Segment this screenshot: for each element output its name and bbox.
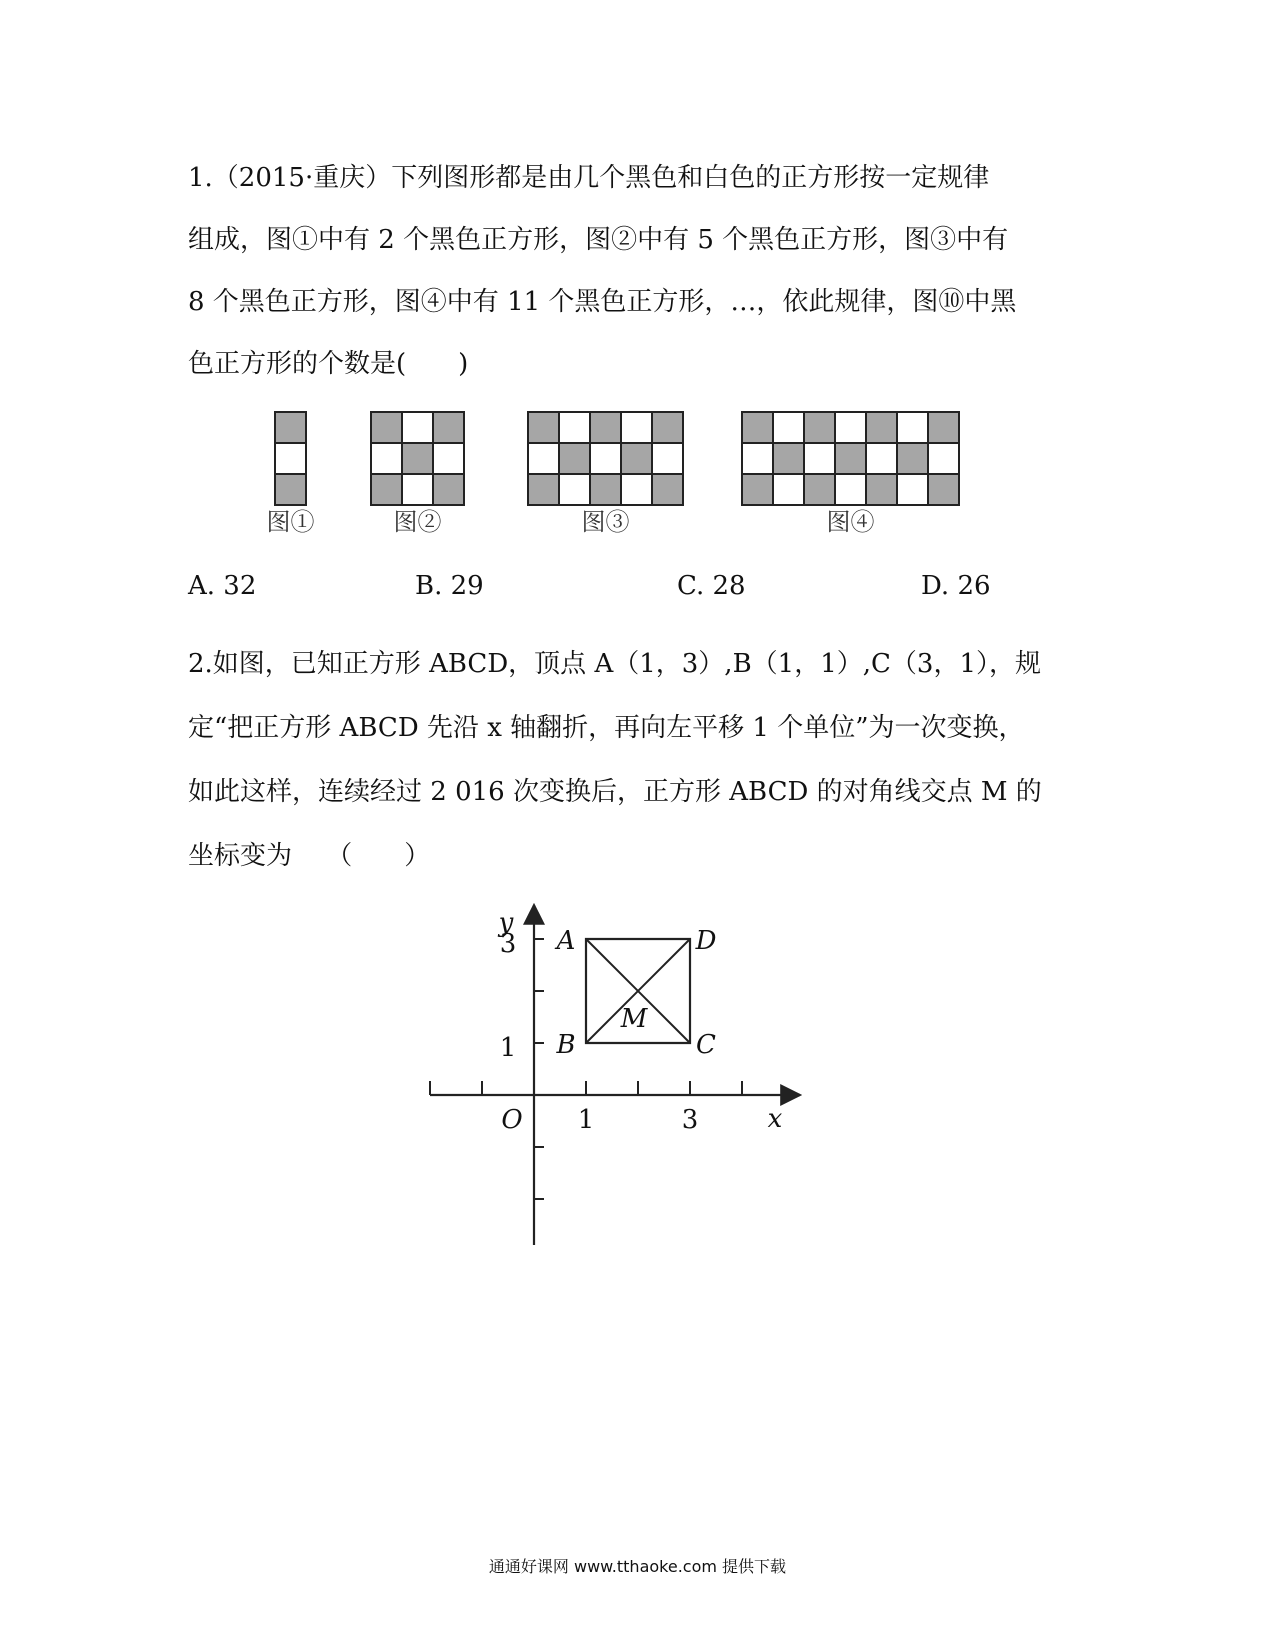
white-square [804, 443, 835, 474]
x-tick-label: 1 [577, 1105, 595, 1135]
white-square [897, 474, 928, 505]
pattern-figure-label: 图① [266, 508, 315, 536]
black-square [804, 474, 835, 505]
black-square [590, 412, 621, 443]
white-square [621, 474, 652, 505]
q1-line-3: 8 个黑色正方形，图④中有 11 个黑色正方形，…，依此规律，图⑩中黑 [188, 287, 1017, 317]
black-square [835, 443, 866, 474]
black-square [275, 412, 306, 443]
black-square [897, 443, 928, 474]
q1-pattern-figures [266, 412, 995, 562]
black-square [402, 443, 433, 474]
footer: 通通好课网 www.tthaoke.com 提供下载 [488, 1557, 787, 1576]
black-square [773, 443, 804, 474]
x-tick-label: 3 [681, 1105, 699, 1135]
white-square [835, 412, 866, 443]
pattern-figure-2 [371, 412, 464, 536]
black-square [528, 412, 559, 443]
white-square [433, 443, 464, 474]
q1-line-2: 组成，图①中有 2 个黑色正方形，图②中有 5 个黑色正方形，图③中有 [188, 225, 1009, 255]
pattern-figure-label: 图② [393, 508, 442, 536]
q1-option-b: B. 29 [415, 571, 484, 601]
point-a-label: A [556, 926, 576, 956]
point-d-label: D [695, 926, 717, 956]
pattern-figure-1 [267, 412, 315, 536]
black-square [275, 474, 306, 505]
black-square [590, 474, 621, 505]
black-square [866, 474, 897, 505]
white-square [621, 412, 652, 443]
y-axis-label: y [498, 908, 514, 938]
point-m-label: M [620, 1004, 648, 1034]
black-square [621, 443, 652, 474]
white-square [742, 443, 773, 474]
black-square [528, 474, 559, 505]
white-square [652, 443, 683, 474]
q1-option-a: A. 32 [188, 571, 257, 601]
point-c-label: C [696, 1030, 716, 1060]
q2-line-2: 定“把正方形 ABCD 先沿 x 轴翻折，再向左平移 1 个单位”为一次变换， [188, 713, 1025, 743]
x-axis-label: x [767, 1104, 783, 1134]
white-square [928, 443, 959, 474]
white-square [590, 443, 621, 474]
black-square [928, 412, 959, 443]
pattern-figure-label: 图④ [826, 508, 875, 536]
point-b-label: B [556, 1030, 576, 1060]
black-square [652, 474, 683, 505]
white-square [897, 412, 928, 443]
q1-option-d: D. 26 [921, 571, 991, 601]
white-square [559, 412, 590, 443]
q1-option-c: C. 28 [677, 571, 746, 601]
white-square [866, 443, 897, 474]
white-square [835, 474, 866, 505]
black-square [742, 474, 773, 505]
black-square [433, 474, 464, 505]
q1-line-1: 1.（2015·重庆）下列图形都是由几个黑色和白色的正方形按一定规律 [188, 163, 990, 193]
pattern-figure-label: 图③ [581, 508, 630, 536]
origin-label: O [501, 1105, 523, 1135]
white-square [402, 412, 433, 443]
q2-line-1: 2.如图，已知正方形 ABCD，顶点 A（1，3）,B（1，1）,C（3，1），规 [188, 649, 1041, 679]
black-square [371, 474, 402, 505]
black-square [559, 443, 590, 474]
pattern-figure-4 [742, 412, 959, 536]
y-tick-label: 1 [499, 1033, 517, 1063]
q2-line-3: 如此这样，连续经过 2 016 次变换后，正方形 ABCD 的对角线交点 M 的 [188, 777, 1042, 807]
white-square [773, 474, 804, 505]
white-square [275, 443, 306, 474]
black-square [652, 412, 683, 443]
pattern-figure-3 [528, 412, 683, 536]
q2-coordinate-graph [430, 905, 840, 1305]
white-square [773, 412, 804, 443]
white-square [559, 474, 590, 505]
black-square [433, 412, 464, 443]
black-square [371, 412, 402, 443]
black-square [742, 412, 773, 443]
q2-line-4: 坐标变为 （ ） [188, 841, 431, 871]
black-square [804, 412, 835, 443]
q1-line-4: 色正方形的个数是( ) [188, 349, 469, 379]
y-tick-label: 3 [499, 929, 517, 959]
white-square [528, 443, 559, 474]
black-square [866, 412, 897, 443]
white-square [371, 443, 402, 474]
white-square [402, 474, 433, 505]
black-square [928, 474, 959, 505]
